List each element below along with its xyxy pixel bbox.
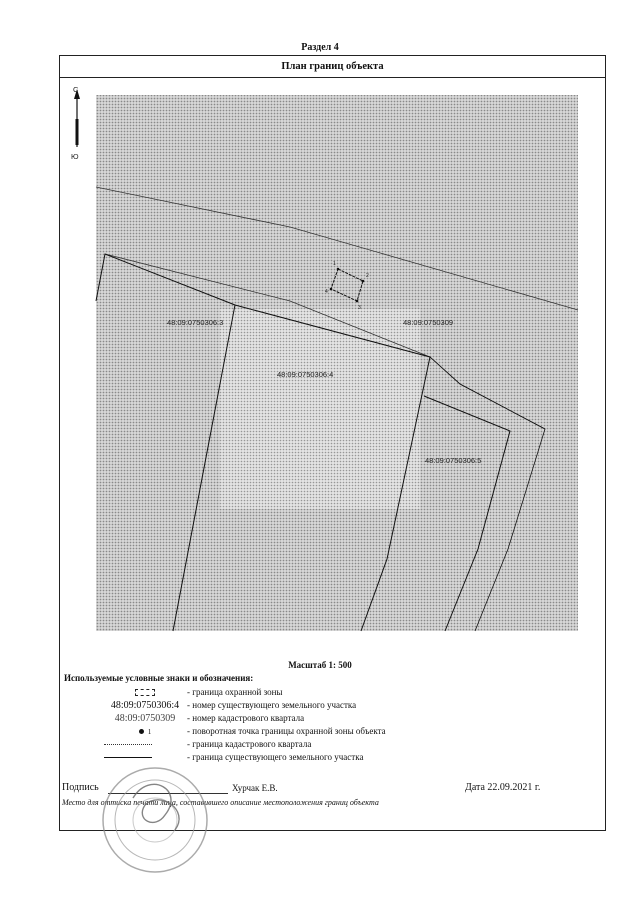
seal-stamp-icon [95, 760, 215, 880]
signature-date: Дата 22.09.2021 г. [465, 782, 541, 793]
compass-north-label: С [73, 85, 79, 94]
legend-title: Используемые условные знаки и обозначения: [64, 673, 254, 683]
legend-desc: - поворотная точка границы охранной зоны объекта [187, 726, 386, 736]
parcel-label: 48:09:0750306:5 [425, 456, 482, 465]
zone-point-icon [337, 268, 340, 271]
zone-point-icon [362, 280, 365, 283]
compass-south-label: Ю [71, 152, 79, 161]
orthophoto-light-area [220, 309, 420, 509]
section-title: Раздел 4 [301, 42, 339, 53]
zone-point-label: 3 [358, 305, 361, 311]
legend-parcel-number: 48:09:0750306:4 [110, 700, 180, 711]
signature-label: Подпись [62, 782, 99, 793]
zone-point-icon [330, 288, 333, 291]
legend-item [64, 738, 584, 751]
legend-quarter-number: 48:09:0750309 [114, 713, 176, 724]
legend-item [64, 712, 584, 725]
signer-name: Хурчак Е.В. [232, 783, 278, 793]
legend-item [64, 699, 584, 712]
parcel-label: 48:09:0750306:3 [167, 318, 224, 327]
zone-point-label: 1 [333, 261, 336, 267]
legend-point-symbol: 1 [80, 725, 210, 738]
scale-label: Масштаб 1: 500 [288, 660, 352, 670]
quarter-label: 48:09:0750309 [403, 318, 454, 327]
legend-desc: - граница кадастрового квартала [187, 739, 312, 749]
boundary-map[interactable] [60, 79, 605, 639]
legend-desc: - номер существующего земельного участка [187, 700, 357, 710]
north-arrow-icon [74, 89, 80, 147]
zone-point-label: 4 [325, 289, 328, 295]
legend-desc: - номер кадастрового квартала [187, 713, 305, 723]
zone-point-icon [356, 300, 359, 303]
legend-desc: - граница охранной зоны [187, 687, 283, 697]
stamp-place-note: Место для оттиска печати лица, составившего описание местоположения границ объекта [62, 798, 379, 807]
point-icon [139, 729, 144, 734]
legend-parcel-line-icon [104, 757, 152, 758]
plan-title: План границ объекта [60, 56, 605, 78]
legend-item [64, 686, 584, 699]
parcel-label: 48:09:0750306:4 [277, 370, 334, 379]
legend-desc: - граница существующего земельного участка [187, 752, 364, 762]
zone-point-label: 2 [366, 273, 369, 279]
legend-item [64, 725, 584, 738]
legend-quarter-line-icon [104, 744, 152, 745]
